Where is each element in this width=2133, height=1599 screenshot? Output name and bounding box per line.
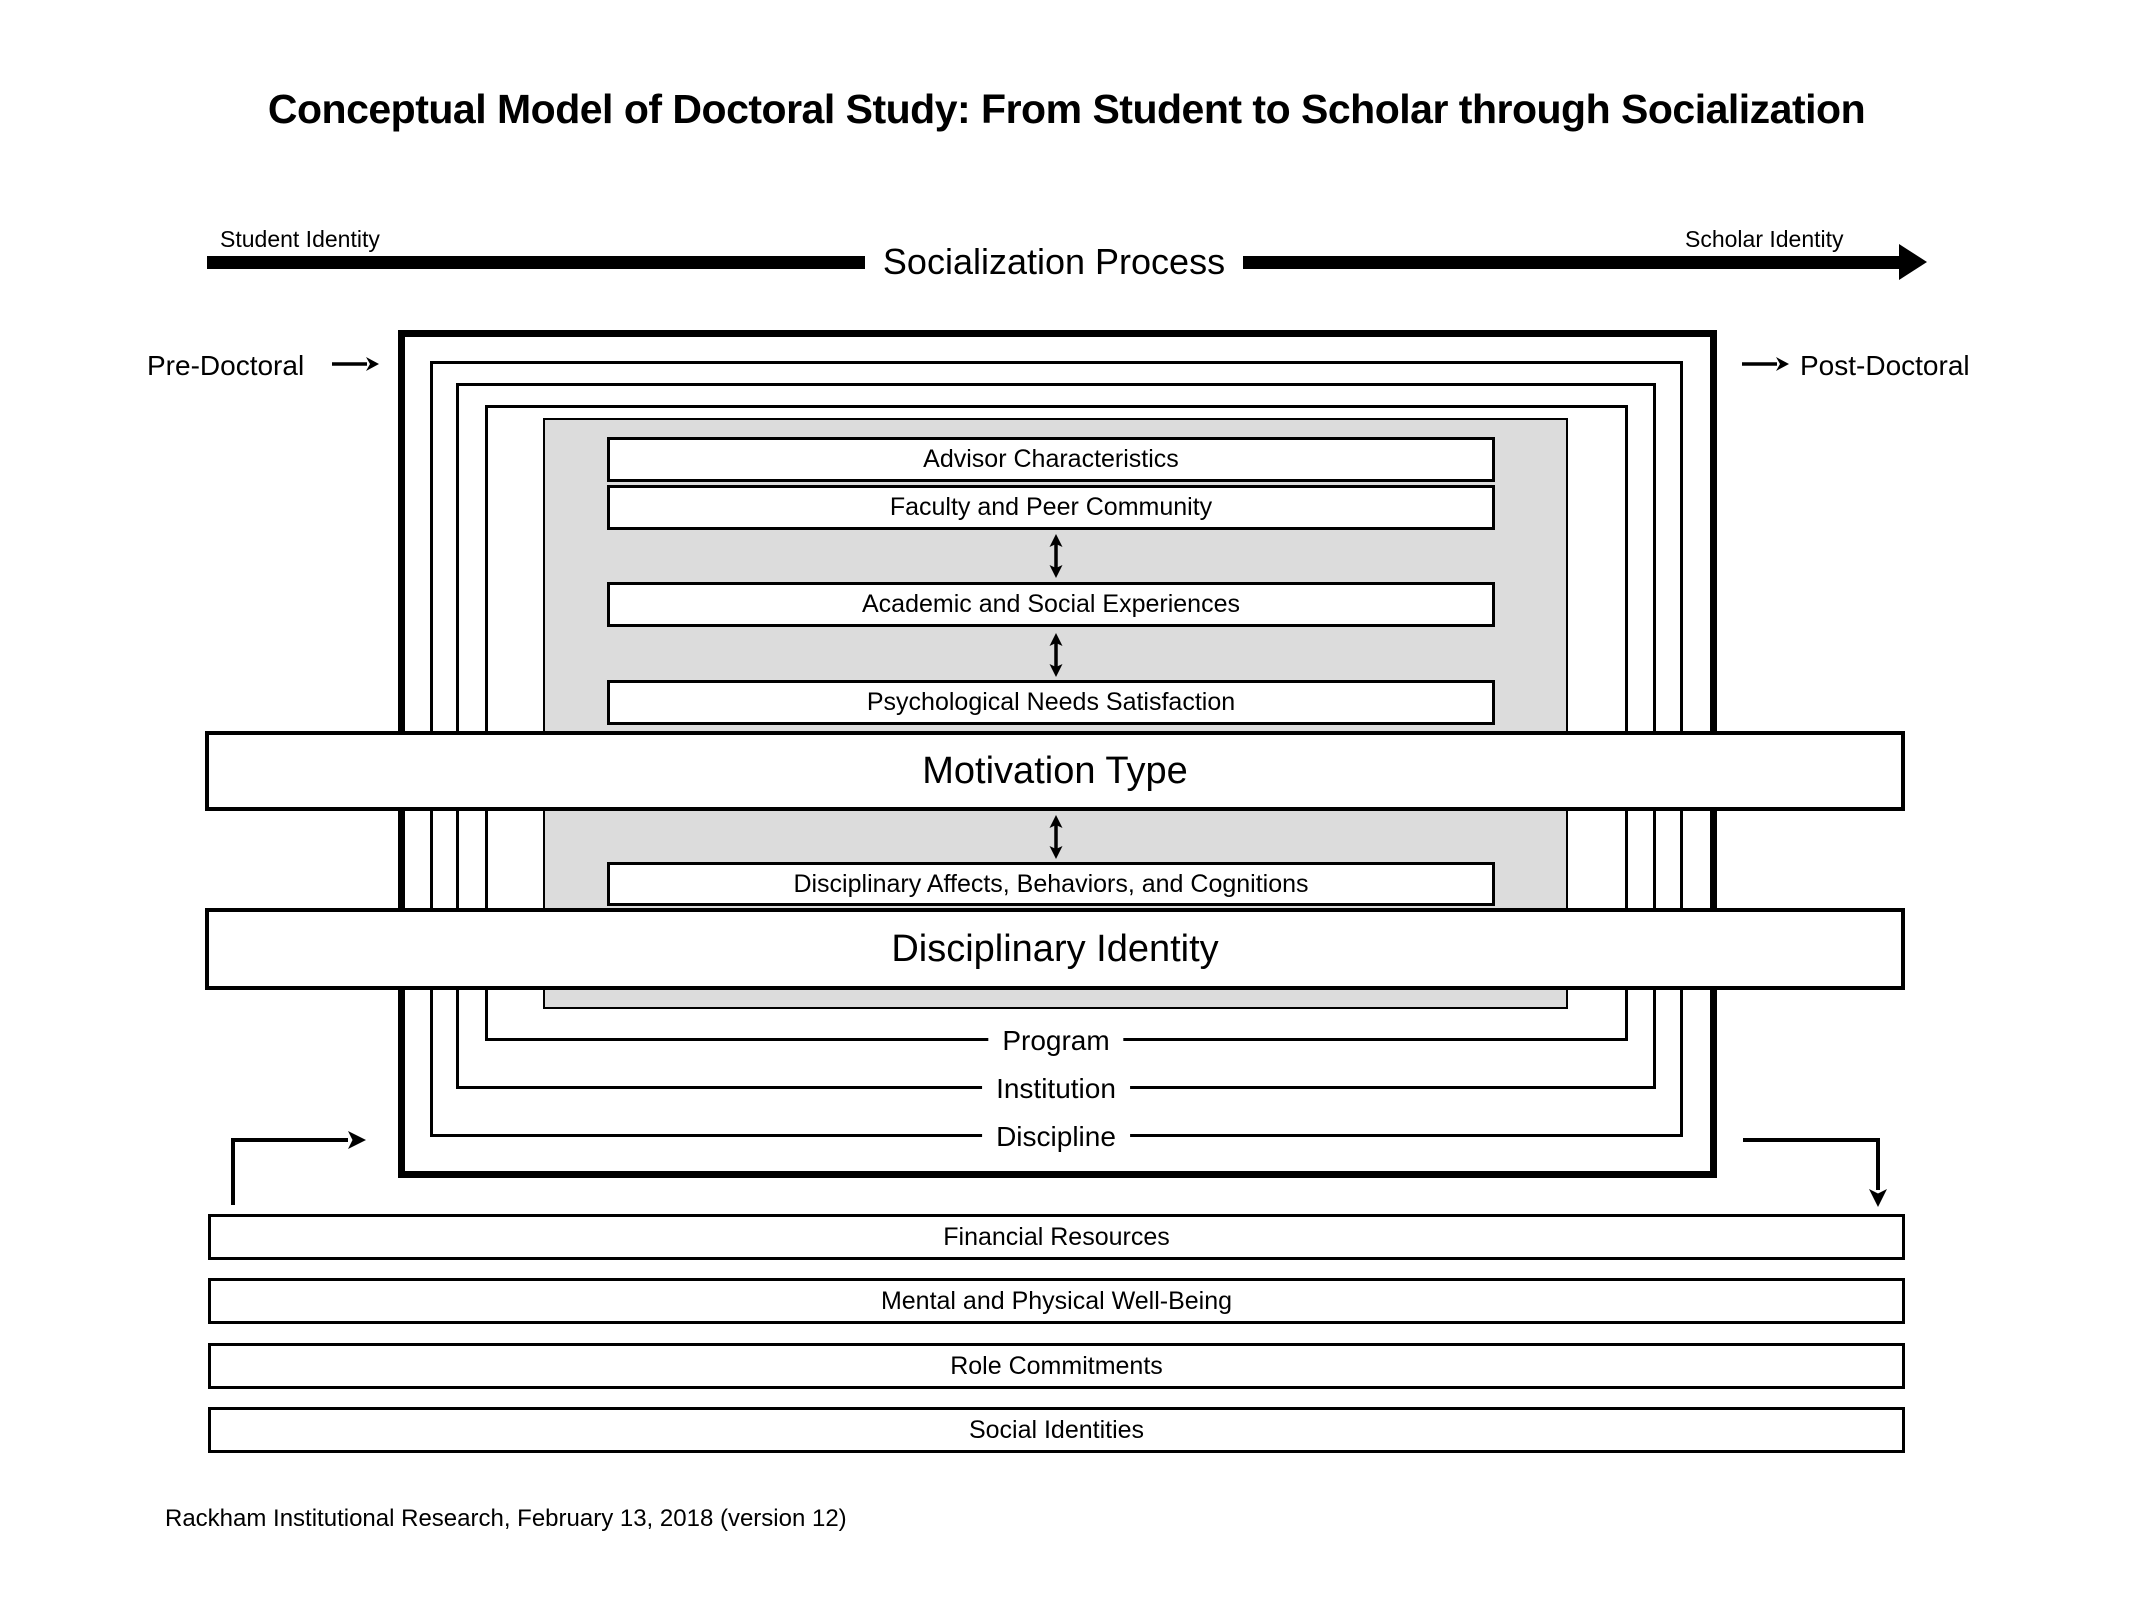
page-title: Conceptual Model of Doctoral Study: From Student to Scholar through Socialization <box>267 86 1866 132</box>
disciplinary-affects-behaviors-cognitions-box: Disciplinary Affects, Behaviors, and Cognitions <box>607 862 1495 906</box>
updown-arrow-icon <box>1048 815 1064 859</box>
post-doctoral-label: Post-Doctoral <box>1800 350 1970 381</box>
psychological-needs-satisfaction-box: Psychological Needs Satisfaction <box>607 680 1495 725</box>
socialization-process-label: Socialization Process <box>882 241 1226 282</box>
motivation-type-band: Motivation Type <box>205 731 1905 811</box>
institution-label: Institution <box>982 1073 1130 1105</box>
pre-doctoral-arrow-icon <box>332 355 380 373</box>
arrow-bar-left <box>207 256 865 269</box>
mental-physical-wellbeing-bar: Mental and Physical Well-Being <box>208 1278 1905 1324</box>
program-label: Program <box>988 1025 1123 1057</box>
updown-arrow-icon <box>1048 534 1064 578</box>
feedback-arrow-left-icon <box>218 1122 383 1217</box>
advisor-characteristics-box: Advisor Characteristics <box>607 437 1495 482</box>
socialization-process-arrow <box>207 240 1927 284</box>
student-identity-label: Student Identity <box>220 226 380 252</box>
updown-arrow-icon <box>1048 633 1064 677</box>
discipline-label: Discipline <box>982 1121 1130 1153</box>
financial-resources-bar: Financial Resources <box>208 1214 1905 1260</box>
source-credit: Rackham Institutional Research, February 13, 2018 (version 12) <box>165 1505 847 1532</box>
pre-doctoral-label: Pre-Doctoral <box>147 350 305 381</box>
role-commitments-bar: Role Commitments <box>208 1343 1905 1389</box>
feedback-arrow-right-icon <box>1733 1122 1898 1217</box>
social-identities-bar: Social Identities <box>208 1407 1905 1453</box>
disciplinary-identity-band: Disciplinary Identity <box>205 908 1905 990</box>
scholar-identity-label: Scholar Identity <box>1685 226 1844 252</box>
faculty-peer-community-box: Faculty and Peer Community <box>607 485 1495 530</box>
arrow-bar-right <box>1243 256 1901 269</box>
post-doctoral-arrow-icon <box>1742 355 1790 373</box>
socialization-arrowhead-icon <box>1899 244 1927 280</box>
academic-social-experiences-box: Academic and Social Experiences <box>607 582 1495 627</box>
